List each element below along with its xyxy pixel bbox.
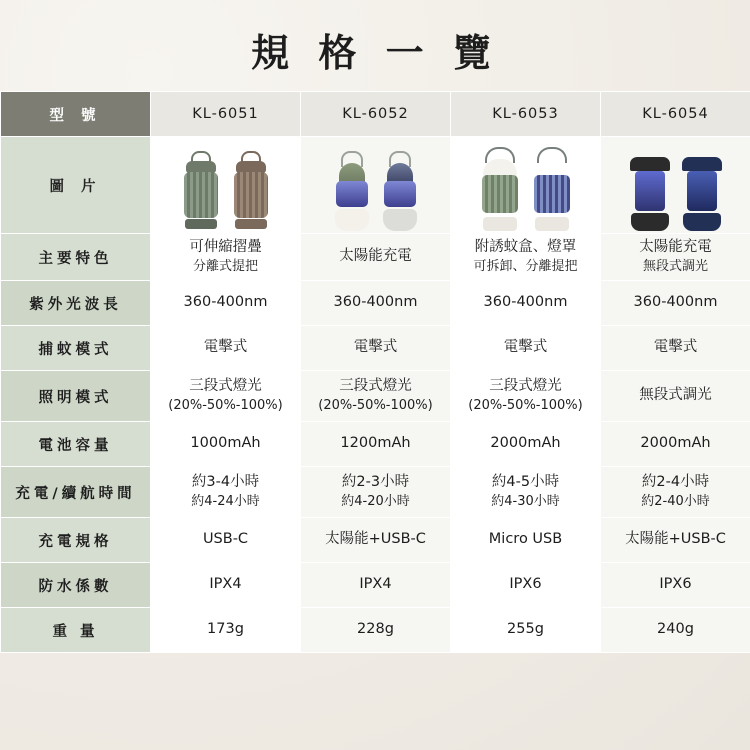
row-label-weight: 重 量 — [1, 608, 151, 653]
cell-light-kl6052 — [301, 371, 451, 422]
table-row — [1, 467, 750, 518]
cell-mode-kl6054: 電擊式 — [601, 326, 750, 371]
cell-main: 可伸縮摺疊 — [189, 239, 262, 256]
cell-weight-kl6053: 255g — [451, 608, 601, 653]
solar-lantern-navy-icon — [679, 153, 725, 231]
product-image-kl6053 — [451, 137, 601, 234]
cage-lantern-green-icon — [477, 147, 523, 231]
cell-waterproof-kl6053: IPX6 — [451, 563, 601, 608]
cell-sub: 約4-20小時 — [341, 494, 410, 510]
cell-sub: (20%-50%-100%) — [168, 398, 283, 414]
cell-battery-kl6052: 1200mAh — [301, 422, 451, 467]
cell-weight-kl6052: 228g — [301, 608, 451, 653]
cell-feature-kl6054 — [601, 234, 750, 281]
cell-main: 約2-3小時 — [341, 474, 410, 491]
row-label-image: 圖 片 — [1, 137, 151, 234]
cell-mode-kl6053: 電擊式 — [451, 326, 601, 371]
product-image-kl6052 — [301, 137, 451, 234]
cell-main: 約4-5小時 — [491, 474, 560, 491]
cell-sub: (20%-50%-100%) — [468, 398, 583, 414]
row-label-feature: 主要特色 — [1, 234, 151, 281]
cell-runtime-kl6052 — [301, 467, 451, 518]
table-row — [1, 371, 750, 422]
table-row — [1, 422, 750, 467]
cell-uv-kl6051: 360-400nm — [151, 281, 301, 326]
cell-waterproof-kl6054: IPX6 — [601, 563, 750, 608]
cell-feature-kl6051 — [151, 234, 301, 281]
table-header-row — [1, 92, 750, 137]
cell-sub: 無段式調光 — [642, 259, 708, 275]
cell-main: 附誘蚊盒、燈罩 — [474, 239, 577, 256]
header-model-4: KL-6054 — [601, 92, 750, 137]
cell-charging-kl6051: USB-C — [151, 518, 301, 563]
cell-light-kl6051 — [151, 371, 301, 422]
cell-main: 太陽能充電 — [339, 248, 412, 265]
cell-feature-kl6052 — [301, 234, 451, 281]
cell-light-kl6053 — [451, 371, 601, 422]
cell-runtime-kl6053 — [451, 467, 601, 518]
row-label-mosquito-mode: 捕蚊模式 — [1, 326, 151, 371]
product-image-kl6054 — [601, 137, 750, 234]
solar-lantern-black-icon — [627, 153, 673, 231]
cell-mode-kl6051: 電擊式 — [151, 326, 301, 371]
row-label-battery: 電池容量 — [1, 422, 151, 467]
cell-waterproof-kl6051: IPX4 — [151, 563, 301, 608]
cell-sub: 約4-30小時 — [491, 494, 560, 510]
lantern-navy-icon — [379, 151, 421, 231]
cell-sub: 約4-24小時 — [191, 494, 260, 510]
cell-mode-kl6052: 電擊式 — [301, 326, 451, 371]
specification-table — [0, 91, 750, 653]
cell-main: 太陽能充電 — [639, 239, 712, 256]
cell-uv-kl6053: 360-400nm — [451, 281, 601, 326]
page-title: 規 格 一 覽 — [251, 31, 499, 75]
cell-waterproof-kl6052: IPX4 — [301, 563, 451, 608]
cell-sub: 可拆卸、分離提把 — [473, 259, 578, 275]
cell-main: 三段式燈光 — [489, 378, 562, 395]
cell-sub: 分離式提把 — [192, 259, 258, 275]
cell-main: 無段式調光 — [639, 387, 712, 404]
cell-uv-kl6052: 360-400nm — [301, 281, 451, 326]
cell-runtime-kl6051 — [151, 467, 301, 518]
cell-main: 約2-4小時 — [641, 474, 710, 491]
cell-runtime-kl6054 — [601, 467, 750, 518]
cage-lantern-blue-icon — [529, 147, 575, 231]
cell-sub: 約2-40小時 — [641, 494, 710, 510]
row-label-charge-runtime: 充電/續航時間 — [1, 467, 151, 518]
cell-uv-kl6054: 360-400nm — [601, 281, 750, 326]
cell-charging-kl6052: 太陽能+USB-C — [301, 518, 451, 563]
header-model-1: KL-6051 — [151, 92, 301, 137]
cell-main: 三段式燈光 — [189, 378, 262, 395]
cell-battery-kl6051: 1000mAh — [151, 422, 301, 467]
cell-weight-kl6051: 173g — [151, 608, 301, 653]
row-label-waterproof: 防水係數 — [1, 563, 151, 608]
cell-light-kl6054 — [601, 371, 750, 422]
lantern-green-icon — [179, 151, 223, 231]
table-row — [1, 518, 750, 563]
cell-weight-kl6054: 240g — [601, 608, 750, 653]
row-label-uv-wavelength: 紫外光波長 — [1, 281, 151, 326]
product-image-kl6051 — [151, 137, 301, 234]
header-model-2: KL-6052 — [301, 92, 451, 137]
table-row — [1, 281, 750, 326]
table-row — [1, 563, 750, 608]
header-model-3: KL-6053 — [451, 92, 601, 137]
cell-battery-kl6053: 2000mAh — [451, 422, 601, 467]
cell-sub: (20%-50%-100%) — [318, 398, 433, 414]
cell-main: 約3-4小時 — [191, 474, 260, 491]
cell-charging-kl6053: Micro USB — [451, 518, 601, 563]
cell-main: 三段式燈光 — [339, 378, 412, 395]
cell-battery-kl6054: 2000mAh — [601, 422, 750, 467]
table-row — [1, 608, 750, 653]
lantern-olive-icon — [331, 151, 373, 231]
lantern-brown-icon — [229, 151, 273, 231]
row-label-light-mode: 照明模式 — [1, 371, 151, 422]
cell-charging-kl6054: 太陽能+USB-C — [601, 518, 750, 563]
table-row — [1, 234, 750, 281]
header-label-model: 型 號 — [1, 92, 151, 137]
row-label-charging-spec: 充電規格 — [1, 518, 151, 563]
table-row — [1, 326, 750, 371]
table-row-images — [1, 137, 750, 234]
cell-feature-kl6053 — [451, 234, 601, 281]
